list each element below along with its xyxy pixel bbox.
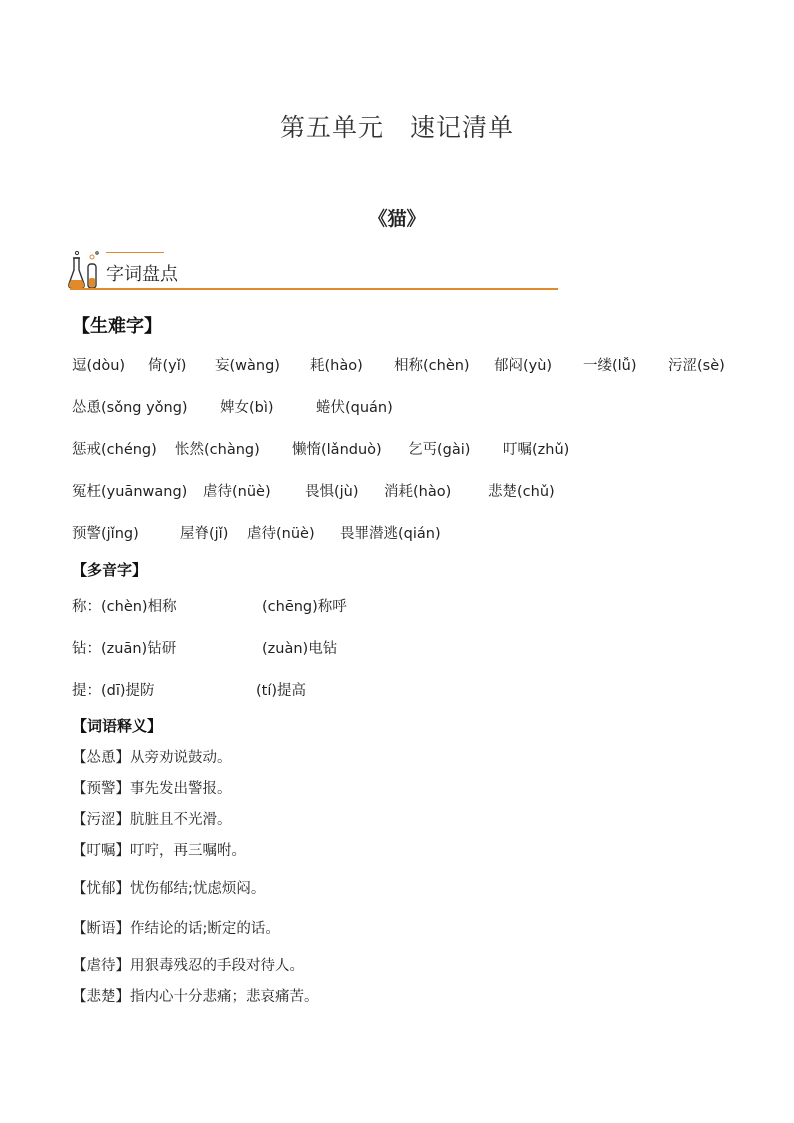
hard-char: 污涩(sè) xyxy=(668,358,725,374)
hard-char: 虐待(nüè) xyxy=(203,484,271,500)
section-top-line xyxy=(106,252,164,253)
vocab-definition: 【虐待】用狠毒残忍的手段对待人。 xyxy=(72,958,304,974)
vocab-definition: 【断语】作结论的话;断定的话。 xyxy=(72,921,280,937)
hard-char: 畏惧(jù) xyxy=(305,484,359,500)
section-header xyxy=(68,246,558,294)
hard-char: 消耗(hào) xyxy=(384,484,452,500)
polyphone-reading: (chēng)称呼 xyxy=(262,599,347,615)
hard-char: 倚(yǐ) xyxy=(148,358,187,374)
polyphone-reading: (zuàn)电钻 xyxy=(262,641,338,657)
hard-char: 虐待(nüè) xyxy=(247,526,315,542)
vocab-definition: 【悲楚】指内心十分悲痛；悲哀痛苦。 xyxy=(72,989,319,1005)
hard-char: 乞丐(gài) xyxy=(408,442,471,458)
heading-polyphones: 【多音字】 xyxy=(72,561,148,579)
hard-char: 怅然(chàng) xyxy=(175,442,260,458)
polyphone-reading: (tí)提高 xyxy=(256,683,307,699)
vocab-definition: 【忧郁】忧伤郁结;忧虑烦闷。 xyxy=(72,881,266,897)
hard-char: 畏罪潜逃(qián) xyxy=(340,526,441,542)
polyphone-reading: 提：(dī)提防 xyxy=(72,683,155,699)
hard-char: 叮嘱(zhǔ) xyxy=(503,442,570,458)
hard-char: 冤枉(yuānwang) xyxy=(72,484,188,500)
vocab-definition: 【污涩】肮脏且不光滑。 xyxy=(72,812,232,828)
hard-char: 相称(chèn) xyxy=(394,358,470,374)
hard-char: 预警(jǐng) xyxy=(72,526,139,542)
hard-char: 悲楚(chǔ) xyxy=(488,484,555,500)
vocab-definition: 【预警】事先发出警报。 xyxy=(72,781,232,797)
page-title: 第五单元 速记清单 xyxy=(279,113,514,142)
hard-char: 逗(dòu) xyxy=(72,358,126,374)
vocab-definition: 【怂恿】从旁劝说鼓动。 xyxy=(72,750,232,766)
hard-char: 一缕(lǚ) xyxy=(583,358,637,374)
hard-char: 怂恿(sǒng yǒng) xyxy=(72,400,188,416)
hard-char: 屋脊(jǐ) xyxy=(180,526,229,542)
hard-char: 蜷伏(quán) xyxy=(316,400,393,416)
hard-char: 郁闷(yù) xyxy=(494,358,553,374)
section-label: 字词盘点 xyxy=(106,264,178,285)
polyphone-reading: 称：(chèn)相称 xyxy=(72,599,177,615)
flask-icon xyxy=(68,250,102,290)
hard-char: 妄(wàng) xyxy=(215,358,280,374)
heading-vocab: 【词语释义】 xyxy=(72,717,163,735)
lesson-title: 《猫》 xyxy=(368,208,426,230)
section-divider xyxy=(70,288,558,290)
hard-char: 耗(hào) xyxy=(310,358,363,374)
polyphone-reading: 钻：(zuān)钻研 xyxy=(72,641,177,657)
vocab-definition: 【叮嘱】叮咛，再三嘱咐。 xyxy=(72,843,246,859)
hard-char: 懒惰(lǎnduò) xyxy=(292,442,382,458)
hard-char: 惩戒(chéng) xyxy=(72,442,157,458)
heading-hard-chars: 【生难字】 xyxy=(72,316,162,337)
hard-char: 婢女(bì) xyxy=(220,400,274,416)
